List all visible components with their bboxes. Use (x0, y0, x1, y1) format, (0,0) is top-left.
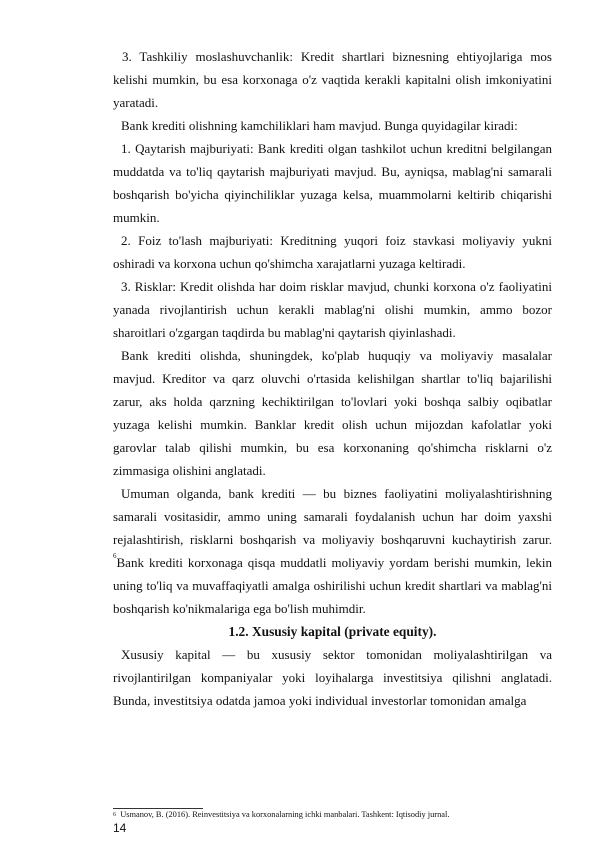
footnote-text: Usmanov, B. (2016). Reinvestitsiya va korxonalarning ichki manbalari. Tashkent: Iqtisodiy jurnal. (120, 810, 450, 819)
footnote-reference[interactable]: 6 (113, 552, 117, 560)
paragraph-interest-obligation: 2. Foiz to'lash majburiyati: Kreditning yuqori foiz stavkasi moliyaviy yukni oshiradi va korxona uchun qo'shimcha xarajatlarni yuzaga keltiradi. (113, 233, 552, 271)
footnote-mark: 6 (113, 812, 116, 818)
document-body (113, 45, 552, 712)
paragraph-private-equity: Xususiy kapital — bu xususiy sektor tomonidan moliyalashtirilgan va rivojlantirilgan kompaniyalar yoki loyihalarga investitsiya qilishni anglatadi. Bunda, investitsiya odatda jamoa yoki individual investorlar tomonidan amalga (113, 647, 552, 708)
conclusion-text-part2: Bank krediti korxonaga qisqa muddatli moliyaviy yordam berishi mumkin, lekin uning to'liq va muvaffaqiyatli amalga oshirilishi uchun kredit shartlari va mablag'ni boshqarish ko'nikmalariga ega bo'lish muhimdir. (113, 555, 552, 616)
footnote-divider (113, 808, 203, 809)
conclusion-text-part1: Umuman olganda, bank krediti — bu biznes faoliyatini moliyalashtirishning samarali vositasidir, ammo uning samarali foydalanish uchun har doim yaxshi rejalashtirish, risklarni boshqarish va moliyaviy boshqaruvni kuchaytirish zarur. (113, 486, 552, 547)
paragraph-conclusion (113, 482, 552, 620)
paragraph-disadvantages-intro: Bank krediti olishning kamchiliklari ham mavjud. Bunga quyidagilar kiradi: (121, 118, 518, 133)
paragraph-legal-issues: Bank krediti olishda, shuningdek, ko'plab huquqiy va moliyaviy masalalar mavjud. Kreditor va qarz oluvchi o'rtasida kelishilgan shartlar to'liq bajarilishi zarur, aks holda qarzning kechiktirilgan to'lovlari yoki boshqa salbiy oqibatlar yuzaga kelishi mumkin. Banklar kredit olish uchun mijozdan kafolatlar yoki garovlar talab qilishi mumkin, bu esa korxonaning qo'shimcha risklarni o'z zimmasiga olishini anglatadi. (113, 348, 552, 478)
page-number: 14 (113, 821, 127, 835)
section-heading: 1.2. Xususiy kapital (private equity). (228, 624, 437, 639)
paragraph-organizational-flexibility: 3. Tashkiliy moslashuvchanlik: Kredit shartlari biznesning ehtiyojlariga mos kelishi mumkin, bu esa korxonaga o'z vaqtida kerakli kapitalni olish imkoniyatini yaratadi. (113, 49, 552, 110)
footnote (113, 810, 552, 820)
paragraph-repayment-obligation: 1. Qaytarish majburiyati: Bank krediti olgan tashkilot uchun kreditni belgilangan muddatda va to'liq qaytarish majburiyati mavjud. Bu, ayniqsa, mablag'ni samarali boshqarish bo'yicha qiyinchiliklar yuzaga kelsa, muammolarni keltirib chiqarishi mumkin. (113, 141, 552, 225)
paragraph-risks: 3. Risklar: Kredit olishda har doim risklar mavjud, chunki korxona o'z faoliyatini yanada rivojlantirish uchun kerakli mablag'ni olishi mumkin, ammo bozor sharoitlari o'zgargan taqdirda bu mablag'ni qaytarish qiyinlashadi. (113, 279, 552, 340)
